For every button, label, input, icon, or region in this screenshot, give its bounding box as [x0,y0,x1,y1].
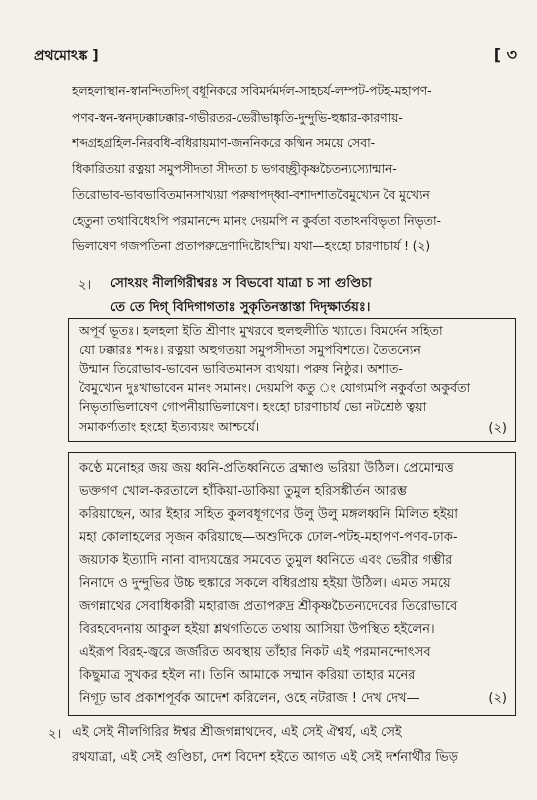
translation-line: এইরূপ বিরহ-জ্বরে জর্জরিত অবস্থায় তাঁহার নিকট এই পরমানন্দোৎসব [79,645,431,660]
verse-number: ২। [78,278,92,293]
translation-line: নিগূঢ় ভাব প্রকাশপূর্বক আদেশ করিলেন, ওহে নটরাজ ! দেখ দেখ— [79,691,420,706]
prose-line: হলহলাস্থান-স্বানন্দিতদিগ্ বধূনিকরে সবিমর্দমর্দল-সাহচর্য-লম্পট-পটহ-মহাপণ- [72,83,432,98]
commentary-box [68,318,516,442]
translation-line: কণ্ঠে মনোহর জয় জয় ধ্বনি-প্রতিধ্বনিতে ব্রহ্মাণ্ড ভরিয়া উঠিল। প্রেমোন্মত্ত [79,461,454,476]
translation-line: করিয়াছেন, আর ইহার সহিত কুলবধূগণের উলু উলু মঙ্গলধ্বনি মিলিত হইয়া [79,507,459,522]
bottom-line: রথযাত্রা, এই সেই গুণ্ডিচা, দেশ বিদেশ হইতে আগত এই সেই দর্শনার্থীর ভিড় [72,750,459,765]
commentary-line: অপূর্ব ভূতঃ। হলহলা ইতি শ্রীণাং মুখরবে হুলহুলীতি খ্যাতে। বিমর্দেন সহিতা [79,323,443,338]
page-number: [ ৩ [493,45,517,64]
running-header: প্রথমোঽঙ্ক ] [34,48,99,64]
translation-line: জগন্নাথের সেবাধিকারী মহারাজ প্রতাপরুদ্র শ্রীকৃষ্ণচৈতন্যদেবের তিরোভাবে [79,599,458,614]
bottom-verse-number: ২। [48,727,62,742]
bottom-line: এই সেই নীলগিরির ঈশ্বর শ্রীজগন্নাথদেব, এই সেই ঐশ্বর্য, এই সেই [72,725,402,740]
translation-line: কিছুমাত্র সুখকর হইল না। তিনি আমাকে সম্মান করিয়া তাহার মনের [79,668,416,683]
translation-number: (২) [488,691,507,706]
prose-line: শব্দগ্রহগ্রহিল-নিরবধি-বধিরায়মাণ-জননিকরে কষ্মিন সময়ে সেবা- [72,135,375,150]
verse-line: তে তে দিগ্ বিদিগাগতাঃ সুকৃতিনস্তাস্তা দিদৃক্ষার্তয়ঃ। [110,300,371,315]
prose-line: ধিকারিতয়া রত্নয়া সমুপসীদতা সীদতা চ ভগবচ্ছ্রীকৃষ্ণচৈতন্যস্যোন্মান- [72,161,397,176]
translation-line: ভক্তগণ খোল-করতালে হাঁকিয়া-ডাকিয়া তুমুল হরিসঙ্কীর্তন আরম্ভ [79,484,408,499]
verse-line: সোঽয়ং নীলগিরীশ্বরঃ স বিভবো যাত্রা চ সা গুণ্ডিচা [110,276,372,291]
prose-line: ভিলাষেণ গজপতিনা প্রতাপরুদ্রেণাদিষ্টোঽস্মি। যথা—হংহো চারণাচার্য ! (২) [72,238,430,253]
commentary-line: বৈমুখ্যেন দুঃখাভাবেন মানং সমানং। দেয়মপি কতু ং যোগ্যমপি নকুর্বতা অকুর্বতা [79,380,471,395]
commentary-line: যো ঢক্কারঃ শব্দঃ। রত্নয়া অহুগতয়া সমুপসীদতা সমুপবিশতে। তৈতন্যেন [79,342,421,357]
translation-line: বিরহবেদনায় আকুল হইয়া শ্লথগতিতে তথায় আসিয়া উপস্থিত হইলেন। [79,622,435,637]
translation-line: মহা কোলাহলের সৃজন করিয়াছে—অশুদিকে ঢোল-পটহ-মহাপণ-পণব-ঢাক- [79,530,458,545]
commentary-line: উন্মান তিরোভাব-ভাবেন ভাবিতমানস ব্যথয়া। পরুষ নিষ্ঠুর। অশাত- [79,361,403,376]
commentary-number: (২) [488,421,507,436]
prose-line: হেতুনা তথাবিধেঽপি পরমানন্দে মানং দেয়মপি ন কুর্বতা বতাঽনবিভৃতা নিভৃতা- [72,213,441,228]
translation-line: নিনাদে ও দুন্দুভির উচ্চ হুঙ্কারে সকলে বধিরপ্রায় হইয়া উঠিল। এমত সময়ে [79,576,451,591]
translation-box [68,452,516,716]
commentary-line: সমাকর্ণ্যতাং হংহো ইত্যব্যয়ং আশ্চর্যে। [79,419,260,434]
commentary-line: নিভৃতাভিলাষেণ গোপনীয়াভিলাষেণ। হংহো চারণাচার্য ভো নটশ্রেষ্ঠ ত্বয়া [79,399,427,414]
prose-line: পণব-স্বন-স্বনদ্ঢক্কাঢক্কার-গভীরতর-ভেরীভাঙ্কৃতি-দুন্দুভি-হুঙ্কার-কারণায়- [72,110,403,125]
prose-line: তিরোভাব-ভাবভাবিতমানসাখ্যয়া পরুষাপদ্ধ্বা-বশাদশাতবৈমুখ্যেন বৈ মুখ্যেন [72,187,430,202]
translation-line: জয়ঢাক ইত্যাদি নানা বাদ্যযন্ত্রের সমবেত তুমুল ধ্বনিতে এবং ভেরীর গম্ভীর [79,553,453,568]
